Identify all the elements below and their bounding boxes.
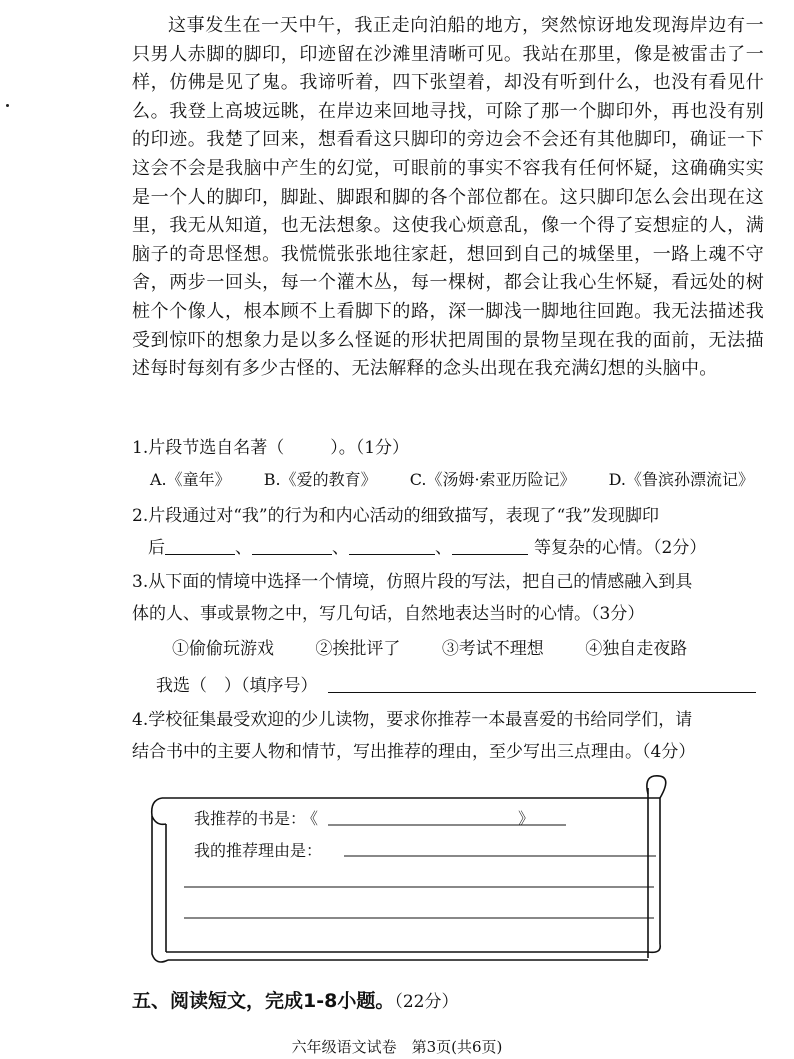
q1-option-d[interactable]: D.《鲁滨孙漂流记》 [608,470,755,489]
q1-option-b[interactable]: B.《爱的教育》 [263,470,377,489]
q1-answer-blank[interactable] [284,437,330,455]
situation-1[interactable]: ①偷偷玩游戏 [172,639,274,659]
question-3-line2: 体的人、事或景物之中，写几句话，自然地表达当时的心情。（3分） [132,604,645,624]
q2-blank-2[interactable] [252,536,332,555]
q1-stem-end: ）。（1分） [330,438,410,458]
q3-writing-line[interactable] [328,674,756,693]
question-3-line1: 3.从下面的情境中选择一个情境，仿照片段的写法，把自己的情感融入到具 [132,572,693,592]
question-2-line1: 2.片段通过对“我”的行为和内心活动的细致描写，表现了“我”发现脚印 [132,506,659,526]
q1-option-a[interactable]: A.《童年》 [150,470,231,489]
question-4-line2: 结合书中的主要人物和情节，写出推荐的理由，至少写出三点理由。（4分） [132,742,696,762]
question-2-line2: 后 、 、 、 等复杂的心情。（2分） [148,538,707,558]
book-title-close: 》 [518,809,535,828]
q2-blank-3[interactable] [349,536,435,555]
book-title-open: 《 [310,809,319,828]
q3-choice-line [156,672,756,700]
recommendation-scroll [148,794,678,964]
q2-blank-4[interactable] [452,536,528,555]
scan-mark [6,104,9,107]
page-footer: 六年级语文试卷 第3页(共6页) [291,1038,503,1056]
question-1 [132,434,409,462]
book-label: 我推荐的书是： 《 》 [194,809,535,828]
q3-situations [172,634,687,659]
q1-options [150,466,754,494]
reading-passage: 这事发生在一天中午，我正走向泊船的地方，突然惊讶地发现海岸边有一只男人赤脚的脚印，印迹留在沙滩里清晰可见。我站在那里，像是被雷击了一样，仿佛是见了鬼。我谛听着，四下张望着，却没有听到什么，也没有看见什么。我登上高坡远眺，在岸边来回地寻找，可除了那一个脚印外，再也没有别的印迹。我楚了回来，想看看这只脚印的旁边会不会还有其他脚印，确证一下这会不会是我脑中产生的幻觉，可眼前的事实不容我有任何怀疑，这确确实实是一个人的脚印，脚趾、脚跟和脚的各个部位都在。这只脚印怎么会出现在这里，我无从知道，也无法想象。这使我心烦意乱，像一个得了妄想症的人，满脑子的奇思怪想。我慌慌张张地往家赶，想回到自己的城堡里，一路上魂不守舍，两步一回头，每一个灌木丛，每一棵树，都会让我心生怀疑，看远处的树桩个个像人，根本顾不上看脚下的路，深一脚浅一脚地往回跑。我无法描述我受到惊吓的想象力是以多么怪诞的形状把周围的景物呈现在我的面前，无法描述每时每刻有多少古怪的、无法解释的念头出现在我充满幻想的头脑中。 [132,15,764,380]
question-4-line1: 4.学校征集最受欢迎的少儿读物，要求你推荐一本最喜爱的书给同学们，请 [132,710,693,730]
reason-label: 我的推荐理由是： [194,841,323,860]
q2-blank-1[interactable] [165,536,235,555]
q1-stem: 1.片段节选自名著（ [132,438,285,458]
section-5-heading: 五、阅读短文，完成1-8小题。（22分） [132,990,459,1012]
situation-4[interactable]: ④独自走夜路 [585,639,688,659]
situation-2[interactable]: ②挨批评了 [315,639,401,659]
q3-choice-label: 我选（ ）（填序号） [156,676,318,696]
situation-3[interactable]: ③考试不理想 [441,639,544,659]
q1-option-c[interactable]: C.《汤姆·索亚历险记》 [409,470,576,489]
